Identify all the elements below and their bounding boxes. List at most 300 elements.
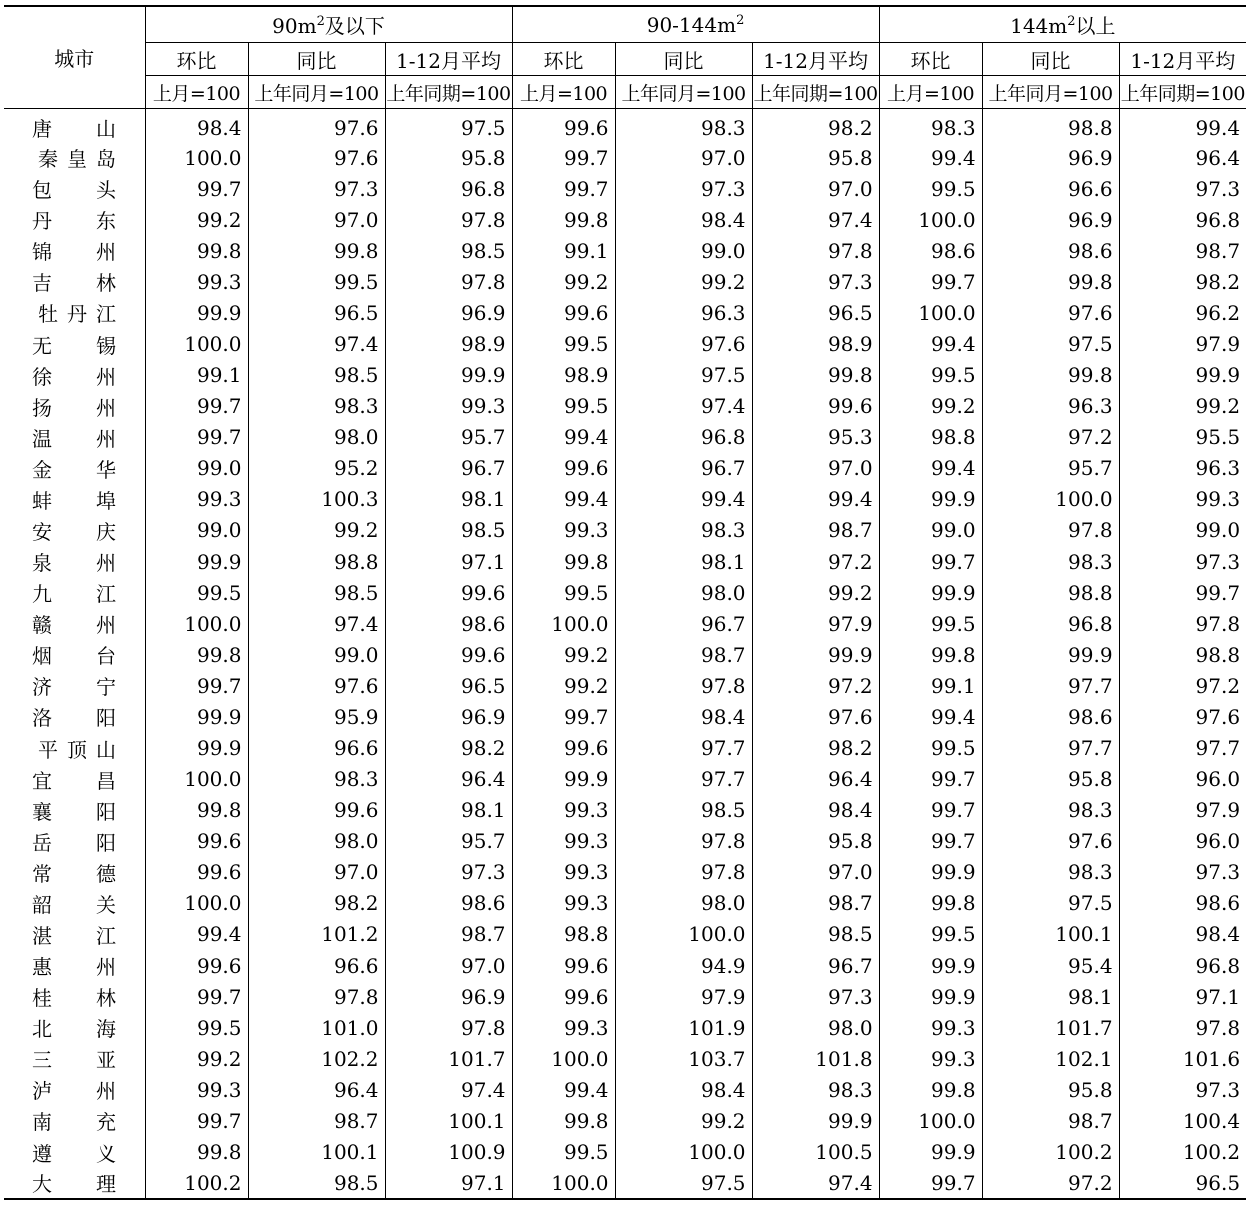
- value-cell: 99.7: [879, 266, 982, 297]
- city-cell: [4, 1043, 145, 1074]
- value-cell: 100.0: [879, 204, 982, 235]
- value-cell: 97.3: [1119, 1074, 1246, 1105]
- value-cell: 98.5: [615, 795, 752, 826]
- value-cell: 96.7: [385, 453, 512, 484]
- value-cell: 97.5: [385, 109, 512, 143]
- value-cell: 100.9: [385, 1137, 512, 1168]
- city-char: 洛: [32, 706, 52, 731]
- value-cell: 99.3: [512, 888, 615, 919]
- value-cell: 97.6: [248, 670, 385, 701]
- value-cell: 99.2: [145, 204, 248, 235]
- value-cell: 97.5: [982, 328, 1119, 359]
- city-char: 宁: [96, 675, 116, 700]
- value-cell: 100.0: [879, 1105, 982, 1136]
- table-row: [4, 484, 1246, 515]
- value-cell: 97.0: [752, 173, 879, 204]
- base-same-period-last-year: 上年同期=100: [752, 76, 879, 109]
- city-char: 州: [96, 551, 116, 576]
- value-cell: 96.4: [248, 1074, 385, 1105]
- value-cell: 100.1: [982, 919, 1119, 950]
- value-cell: 99.9: [879, 484, 982, 515]
- value-cell: 96.3: [615, 297, 752, 328]
- table-row: [4, 670, 1246, 701]
- value-cell: 99.4: [512, 1074, 615, 1105]
- value-cell: 99.4: [879, 453, 982, 484]
- value-cell: 98.5: [248, 1168, 385, 1199]
- city-name: [32, 267, 116, 296]
- value-cell: 99.0: [248, 639, 385, 670]
- value-cell: 99.5: [512, 577, 615, 608]
- city-char: 林: [96, 271, 116, 296]
- subheader-avg: 1-12月平均: [752, 43, 879, 76]
- value-cell: 99.7: [512, 142, 615, 173]
- city-char: 江: [96, 302, 116, 327]
- city-char: 阳: [96, 830, 116, 855]
- subheader-mom: 环比: [512, 43, 615, 76]
- city-char: 州: [96, 1079, 116, 1104]
- value-cell: 102.2: [248, 1043, 385, 1074]
- value-cell: 100.3: [248, 484, 385, 515]
- value-cell: 96.9: [982, 142, 1119, 173]
- value-cell: 99.5: [145, 1012, 248, 1043]
- city-cell: [4, 857, 145, 888]
- value-cell: 98.8: [982, 577, 1119, 608]
- value-cell: 99.6: [248, 795, 385, 826]
- table-row: [4, 546, 1246, 577]
- city-name: [32, 330, 116, 359]
- value-cell: 99.9: [879, 857, 982, 888]
- city-char: 南: [32, 1110, 52, 1135]
- value-cell: 98.3: [879, 109, 982, 143]
- city-name: [32, 298, 116, 327]
- value-cell: 97.6: [248, 142, 385, 173]
- city-cell: [4, 173, 145, 204]
- city-char: 岳: [32, 830, 52, 855]
- table-row: [4, 297, 1246, 328]
- value-cell: 98.4: [615, 701, 752, 732]
- value-cell: 95.7: [385, 422, 512, 453]
- value-cell: 97.3: [752, 266, 879, 297]
- city-cell: [4, 328, 145, 359]
- value-cell: 99.9: [752, 1105, 879, 1136]
- city-char: 阳: [96, 799, 116, 824]
- value-cell: 97.6: [615, 328, 752, 359]
- value-cell: 97.3: [1119, 546, 1246, 577]
- value-cell: 98.6: [385, 608, 512, 639]
- city-cell: [4, 888, 145, 919]
- value-cell: 97.3: [248, 173, 385, 204]
- value-cell: 99.9: [879, 1137, 982, 1168]
- table-row: [4, 235, 1246, 266]
- value-cell: 98.1: [982, 981, 1119, 1012]
- table-row: [4, 1043, 1246, 1074]
- value-cell: 96.5: [248, 297, 385, 328]
- value-cell: 98.4: [752, 795, 879, 826]
- city-char: 埠: [96, 488, 116, 513]
- city-cell: [4, 546, 145, 577]
- value-cell: 99.7: [145, 173, 248, 204]
- subheader-yoy: 同比: [982, 43, 1119, 76]
- subheader-mom: 环比: [145, 43, 248, 76]
- value-cell: 97.5: [615, 1168, 752, 1199]
- value-cell: 95.7: [385, 826, 512, 857]
- value-cell: 99.3: [512, 1012, 615, 1043]
- value-cell: 97.6: [982, 826, 1119, 857]
- value-cell: 98.0: [615, 888, 752, 919]
- table-row: [4, 857, 1246, 888]
- value-cell: 99.4: [145, 919, 248, 950]
- value-cell: 97.0: [752, 453, 879, 484]
- value-cell: 98.5: [752, 919, 879, 950]
- value-cell: 99.6: [145, 826, 248, 857]
- value-cell: 98.8: [1119, 639, 1246, 670]
- value-cell: 98.5: [385, 515, 512, 546]
- city-name: [32, 734, 116, 763]
- city-cell: [4, 732, 145, 763]
- value-cell: 99.7: [145, 670, 248, 701]
- city-char: 惠: [32, 955, 52, 980]
- city-cell: [4, 701, 145, 732]
- value-cell: 99.8: [145, 235, 248, 266]
- value-cell: 99.6: [385, 639, 512, 670]
- city-cell: [4, 204, 145, 235]
- city-cell: [4, 515, 145, 546]
- city-name: [32, 1106, 116, 1135]
- city-char: 关: [96, 892, 116, 917]
- city-name: [32, 143, 116, 172]
- value-cell: 99.2: [512, 266, 615, 297]
- value-cell: 101.9: [615, 1012, 752, 1043]
- value-cell: 99.0: [1119, 515, 1246, 546]
- city-char: 桂: [32, 986, 52, 1011]
- value-cell: 98.2: [1119, 266, 1246, 297]
- value-cell: 97.3: [385, 857, 512, 888]
- value-cell: 95.9: [248, 701, 385, 732]
- value-cell: 99.4: [512, 422, 615, 453]
- value-cell: 99.7: [145, 1105, 248, 1136]
- value-cell: 96.7: [615, 453, 752, 484]
- value-cell: 99.9: [512, 764, 615, 795]
- value-cell: 99.8: [145, 795, 248, 826]
- value-cell: 99.7: [145, 391, 248, 422]
- value-cell: 97.2: [752, 670, 879, 701]
- value-cell: 98.5: [248, 577, 385, 608]
- value-cell: 97.8: [385, 266, 512, 297]
- city-char: 三: [32, 1048, 52, 1073]
- city-char: 海: [96, 1017, 116, 1042]
- value-cell: 97.8: [752, 235, 879, 266]
- value-cell: 98.3: [248, 391, 385, 422]
- city-name: [32, 609, 116, 638]
- group-header-small: $90m^2$及以下: [145, 6, 512, 43]
- city-cell: [4, 1074, 145, 1105]
- value-cell: 99.5: [512, 328, 615, 359]
- city-char: 常: [32, 861, 52, 886]
- value-cell: 99.3: [512, 826, 615, 857]
- table-row: [4, 391, 1246, 422]
- value-cell: 99.7: [879, 826, 982, 857]
- value-cell: 97.2: [982, 422, 1119, 453]
- value-cell: 98.7: [615, 639, 752, 670]
- value-cell: 98.4: [1119, 919, 1246, 950]
- value-cell: 99.9: [145, 732, 248, 763]
- table-row: [4, 1105, 1246, 1136]
- value-cell: 100.2: [145, 1168, 248, 1199]
- value-cell: 96.2: [1119, 297, 1246, 328]
- city-char: 济: [32, 675, 52, 700]
- value-cell: 98.0: [752, 1012, 879, 1043]
- city-char: 义: [96, 1141, 116, 1166]
- sub-header-row: [4, 43, 1246, 76]
- value-cell: 99.7: [879, 1168, 982, 1199]
- table-row: [4, 919, 1246, 950]
- value-cell: 99.5: [248, 266, 385, 297]
- value-cell: 99.7: [879, 546, 982, 577]
- city-name: [32, 578, 116, 607]
- value-cell: 96.8: [1119, 950, 1246, 981]
- value-cell: 96.6: [248, 732, 385, 763]
- value-cell: 101.2: [248, 919, 385, 950]
- city-char: 蚌: [32, 488, 52, 513]
- value-cell: 99.9: [982, 639, 1119, 670]
- value-cell: 96.7: [752, 950, 879, 981]
- value-cell: 100.0: [512, 1168, 615, 1199]
- city-name: [32, 858, 116, 887]
- city-cell: [4, 360, 145, 391]
- value-cell: 99.8: [512, 1105, 615, 1136]
- value-cell: 98.3: [982, 857, 1119, 888]
- city-char: 阳: [96, 706, 116, 731]
- value-cell: 96.8: [982, 608, 1119, 639]
- base-same-month-last-year: 上年同月=100: [615, 76, 752, 109]
- value-cell: 99.6: [145, 950, 248, 981]
- city-char: 山: [96, 117, 116, 141]
- city-char: 东: [96, 209, 116, 234]
- subheader-avg: 1-12月平均: [1119, 43, 1246, 76]
- value-cell: 98.3: [615, 109, 752, 143]
- value-cell: 96.5: [385, 670, 512, 701]
- city-char: 金: [32, 457, 52, 482]
- value-cell: 100.0: [512, 608, 615, 639]
- value-cell: 100.0: [145, 142, 248, 173]
- value-cell: 98.7: [1119, 235, 1246, 266]
- value-cell: 96.9: [385, 981, 512, 1012]
- city-char: 泸: [32, 1079, 52, 1104]
- value-cell: 97.8: [385, 1012, 512, 1043]
- city-name: [32, 765, 116, 794]
- base-prev-month: 上月=100: [879, 76, 982, 109]
- city-cell: [4, 795, 145, 826]
- value-cell: 98.1: [385, 484, 512, 515]
- value-cell: 97.9: [1119, 795, 1246, 826]
- value-cell: 100.0: [879, 297, 982, 328]
- value-cell: 99.5: [879, 732, 982, 763]
- value-cell: 95.2: [248, 453, 385, 484]
- city-cell: [4, 391, 145, 422]
- city-char: 州: [96, 395, 116, 420]
- value-cell: 95.8: [752, 142, 879, 173]
- group-header-row: [4, 6, 1246, 43]
- value-cell: 98.3: [248, 764, 385, 795]
- value-cell: 97.4: [248, 328, 385, 359]
- value-cell: 100.0: [145, 328, 248, 359]
- value-cell: 99.6: [385, 577, 512, 608]
- value-cell: 100.2: [982, 1137, 1119, 1168]
- value-cell: 97.6: [1119, 701, 1246, 732]
- base-same-period-last-year: 上年同期=100: [1119, 76, 1246, 109]
- value-cell: 98.5: [248, 360, 385, 391]
- value-cell: 99.3: [385, 391, 512, 422]
- city-char: 州: [96, 955, 116, 980]
- value-cell: 97.3: [1119, 857, 1246, 888]
- value-cell: 97.3: [615, 173, 752, 204]
- table-row: [4, 888, 1246, 919]
- value-cell: 98.1: [615, 546, 752, 577]
- value-cell: 97.5: [615, 360, 752, 391]
- city-char: 无: [32, 333, 52, 358]
- value-cell: 99.5: [512, 391, 615, 422]
- value-cell: 97.4: [752, 1168, 879, 1199]
- city-char: 牡: [38, 302, 58, 327]
- value-cell: 100.0: [145, 608, 248, 639]
- value-cell: 96.4: [752, 764, 879, 795]
- value-cell: 97.7: [982, 732, 1119, 763]
- value-cell: 98.2: [752, 732, 879, 763]
- value-cell: 101.8: [752, 1043, 879, 1074]
- value-cell: 96.9: [385, 297, 512, 328]
- value-cell: 97.1: [385, 546, 512, 577]
- value-cell: 99.3: [145, 1074, 248, 1105]
- city-cell: [4, 266, 145, 297]
- value-cell: 99.9: [879, 950, 982, 981]
- value-cell: 98.7: [385, 919, 512, 950]
- value-cell: 99.4: [512, 484, 615, 515]
- value-cell: 99.4: [879, 142, 982, 173]
- city-char: 韶: [32, 892, 52, 917]
- city-char: 遵: [32, 1141, 52, 1166]
- city-name: [32, 113, 116, 142]
- value-cell: 98.2: [752, 109, 879, 143]
- city-char: 锦: [32, 240, 52, 265]
- value-cell: 99.8: [512, 204, 615, 235]
- base-prev-month: 上月=100: [512, 76, 615, 109]
- city-cell: [4, 919, 145, 950]
- value-cell: 95.8: [982, 1074, 1119, 1105]
- value-cell: 99.2: [615, 1105, 752, 1136]
- table-row: [4, 422, 1246, 453]
- city-char: 州: [96, 364, 116, 389]
- table-row: [4, 732, 1246, 763]
- value-cell: 99.6: [512, 950, 615, 981]
- city-char: 湛: [32, 923, 52, 948]
- city-char: 锡: [96, 333, 116, 358]
- city-char: 充: [96, 1110, 116, 1135]
- table-row: [4, 266, 1246, 297]
- value-cell: 97.9: [1119, 328, 1246, 359]
- value-cell: 99.8: [512, 546, 615, 577]
- value-cell: 97.0: [752, 857, 879, 888]
- city-char: 丹: [67, 302, 87, 327]
- value-cell: 98.2: [248, 888, 385, 919]
- base-same-period-last-year: 上年同期=100: [385, 76, 512, 109]
- value-cell: 95.7: [982, 453, 1119, 484]
- city-char: 州: [96, 613, 116, 638]
- table-row: [4, 577, 1246, 608]
- city-cell: [4, 670, 145, 701]
- value-cell: 97.0: [248, 204, 385, 235]
- value-cell: 99.2: [1119, 391, 1246, 422]
- value-cell: 98.0: [248, 826, 385, 857]
- city-char: 大: [32, 1172, 52, 1197]
- city-char: 唐: [32, 117, 52, 141]
- value-cell: 99.9: [145, 546, 248, 577]
- value-cell: 99.0: [145, 453, 248, 484]
- city-char: 岛: [96, 147, 116, 172]
- city-name: [32, 236, 116, 265]
- value-cell: 99.8: [879, 1074, 982, 1105]
- value-cell: 99.8: [145, 1137, 248, 1168]
- value-cell: 96.0: [1119, 826, 1246, 857]
- city-char: 九: [32, 582, 52, 607]
- city-char: 州: [96, 240, 116, 265]
- city-cell: [4, 826, 145, 857]
- value-cell: 98.0: [248, 422, 385, 453]
- value-cell: 101.6: [1119, 1043, 1246, 1074]
- table-row: [4, 764, 1246, 795]
- value-cell: 96.9: [385, 701, 512, 732]
- city-name: [32, 174, 116, 203]
- city-cell: [4, 109, 145, 143]
- city-name: [32, 951, 116, 980]
- city-char: 庆: [96, 519, 116, 544]
- value-cell: 99.3: [879, 1043, 982, 1074]
- value-cell: 97.9: [752, 608, 879, 639]
- value-cell: 100.0: [145, 764, 248, 795]
- value-cell: 100.0: [982, 484, 1119, 515]
- base-same-month-last-year: 上年同月=100: [982, 76, 1119, 109]
- value-cell: 97.3: [752, 981, 879, 1012]
- value-cell: 101.7: [385, 1043, 512, 1074]
- value-cell: 95.8: [385, 142, 512, 173]
- value-cell: 95.8: [752, 826, 879, 857]
- value-cell: 96.3: [982, 391, 1119, 422]
- subheader-yoy: 同比: [248, 43, 385, 76]
- value-cell: 99.6: [512, 453, 615, 484]
- value-cell: 97.0: [615, 142, 752, 173]
- value-cell: 99.8: [982, 266, 1119, 297]
- value-cell: 97.0: [248, 857, 385, 888]
- value-cell: 99.2: [512, 639, 615, 670]
- value-cell: 96.3: [1119, 453, 1246, 484]
- value-cell: 98.8: [512, 919, 615, 950]
- city-cell: [4, 484, 145, 515]
- city-cell: [4, 639, 145, 670]
- value-cell: 101.0: [248, 1012, 385, 1043]
- value-cell: 99.6: [145, 857, 248, 888]
- city-cell: [4, 577, 145, 608]
- city-name: [32, 454, 116, 483]
- value-cell: 97.1: [1119, 981, 1246, 1012]
- value-cell: 99.3: [1119, 484, 1246, 515]
- value-cell: 96.8: [1119, 204, 1246, 235]
- value-cell: 98.9: [752, 328, 879, 359]
- city-name: [32, 796, 116, 825]
- city-cell: [4, 422, 145, 453]
- city-name: [32, 920, 116, 949]
- value-cell: 100.0: [145, 888, 248, 919]
- value-cell: 99.7: [145, 422, 248, 453]
- subheader-avg: 1-12月平均: [385, 43, 512, 76]
